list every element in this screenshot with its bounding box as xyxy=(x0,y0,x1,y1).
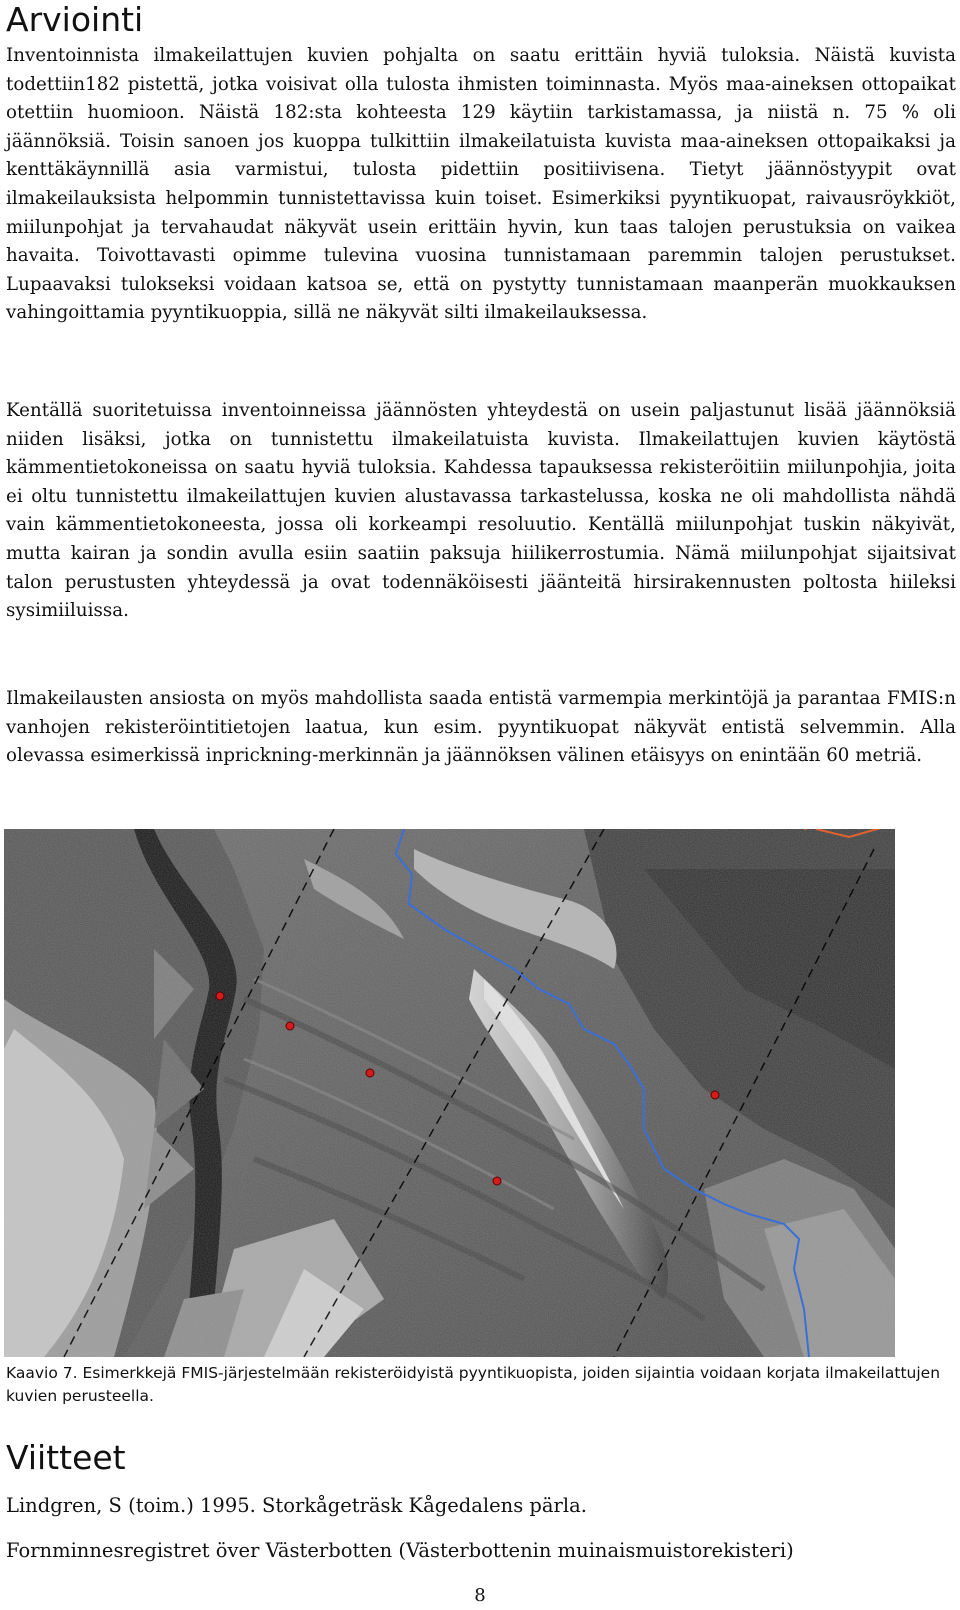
section-heading-arviointi: Arviointi xyxy=(6,0,144,39)
marker-dot xyxy=(286,1022,294,1030)
section-heading-viitteet: Viitteet xyxy=(6,1438,126,1477)
hillshade-map-image xyxy=(4,829,895,1357)
reference-item: Lindgren, S (toim.) 1995. Storkågeträsk Kågedalens pärla. xyxy=(6,1494,587,1517)
marker-dot xyxy=(366,1069,374,1077)
paragraph-1: Inventoinnista ilmakeilattujen kuvien pohjalta on saatu erittäin hyviä tuloksia. Näistä kuvista todettiin182 pistettä, jotka voisivat olla tulosta ihmisten toiminnasta. Myös maa-aineksen ottopaikat otettiin huomioon. Näistä 182:sta kohteesta 129 käytiin tarkistamassa, ja niistä n. 75 % oli jäännöksiä. Toisin sanoen jos kuoppa tulkittiin ilmakeilatuista kuvista maa-aineksen ottopaikaksi ja kenttäkäynnillä asia varmistui, tulosta pidettiin positiivisena. Tietyt jäännöstyypit ovat ilmakeilauksista helpommin tunnistettavissa kuin toiset. Esimerkiksi pyyntikuopat, raivausröykkiöt, miilunpohjat ja tervahaudat näkyvät usein erittäin hyvin, kun taas talojen perustuksia on vaikea havaita. Toivottavasti opimme tulevina vuosina tunnistamaan paremmin talojen perustukset. Lupaavaksi tulokseksi voidaan katsoa se, että on pystytty tunnistamaan maanperän muokkauksen vahingoittamia pyyntikuoppia, sillä ne näkyvät silti ilmakeilauksessa. xyxy=(6,45,956,324)
marker-dot xyxy=(711,1091,719,1099)
marker-dot xyxy=(216,992,224,1000)
paragraph-3: Ilmakeilausten ansiosta on myös mahdollista saada entistä varmempia merkintöjä ja parantaa FMIS:n vanhojen rekisteröintitietojen laatua, kun esim. pyyntikuopat näkyvät entistä selvemmin. Alla olevassa esimerkissä inprickning-merkinnän ja jäännöksen välinen etäisyys on enintään 60 metriä. xyxy=(6,688,956,767)
reference-item: Fornminnesregistret över Västerbotten (Västerbottenin muinaismuistorekisteri) xyxy=(6,1539,794,1562)
page-number: 8 xyxy=(474,1585,486,1606)
marker-dot xyxy=(493,1177,501,1185)
lidar-hillshade-map xyxy=(4,829,895,1357)
paragraph-2: Kentällä suoritetuissa inventoinneissa jäännösten yhteydestä on usein paljastunut lisää jäännöksiä niiden lisäksi, jotka on tunnistettu ilmakeilatuista kuvista. Ilmakeilattujen kuvien käytöstä kämmentietokoneissa on saatu hyviä tuloksia. Kahdessa tapauksessa rekisteröitiin miilunpohjia, joita ei oltu tunnistettu ilmakeilattujen kuvien alustavassa tarkastelussa, koska ne oli mahdollista nähdä vain kämmentietokoneesta, jossa oli korkeampi resoluutio. Kentällä miilunpohjat tuskin näkyivät, mutta kairan ja sondin avulla esiin saatiin paksuja hiilikerrostumia. Nämä miilunpohjat sijaitsivat talon perustusten yhteydessä ja ovat todennäköisesti jäänteitä hirsirakennusten poltosta hiileksi sysimiiluissa. xyxy=(6,400,956,622)
figure-caption: Kaavio 7. Esimerkkejä FMIS-järjestelmään rekisteröidyistä pyyntikuopista, joiden sijaintia voidaan korjata ilmakeilattujen kuvien perusteella. xyxy=(6,1364,941,1405)
